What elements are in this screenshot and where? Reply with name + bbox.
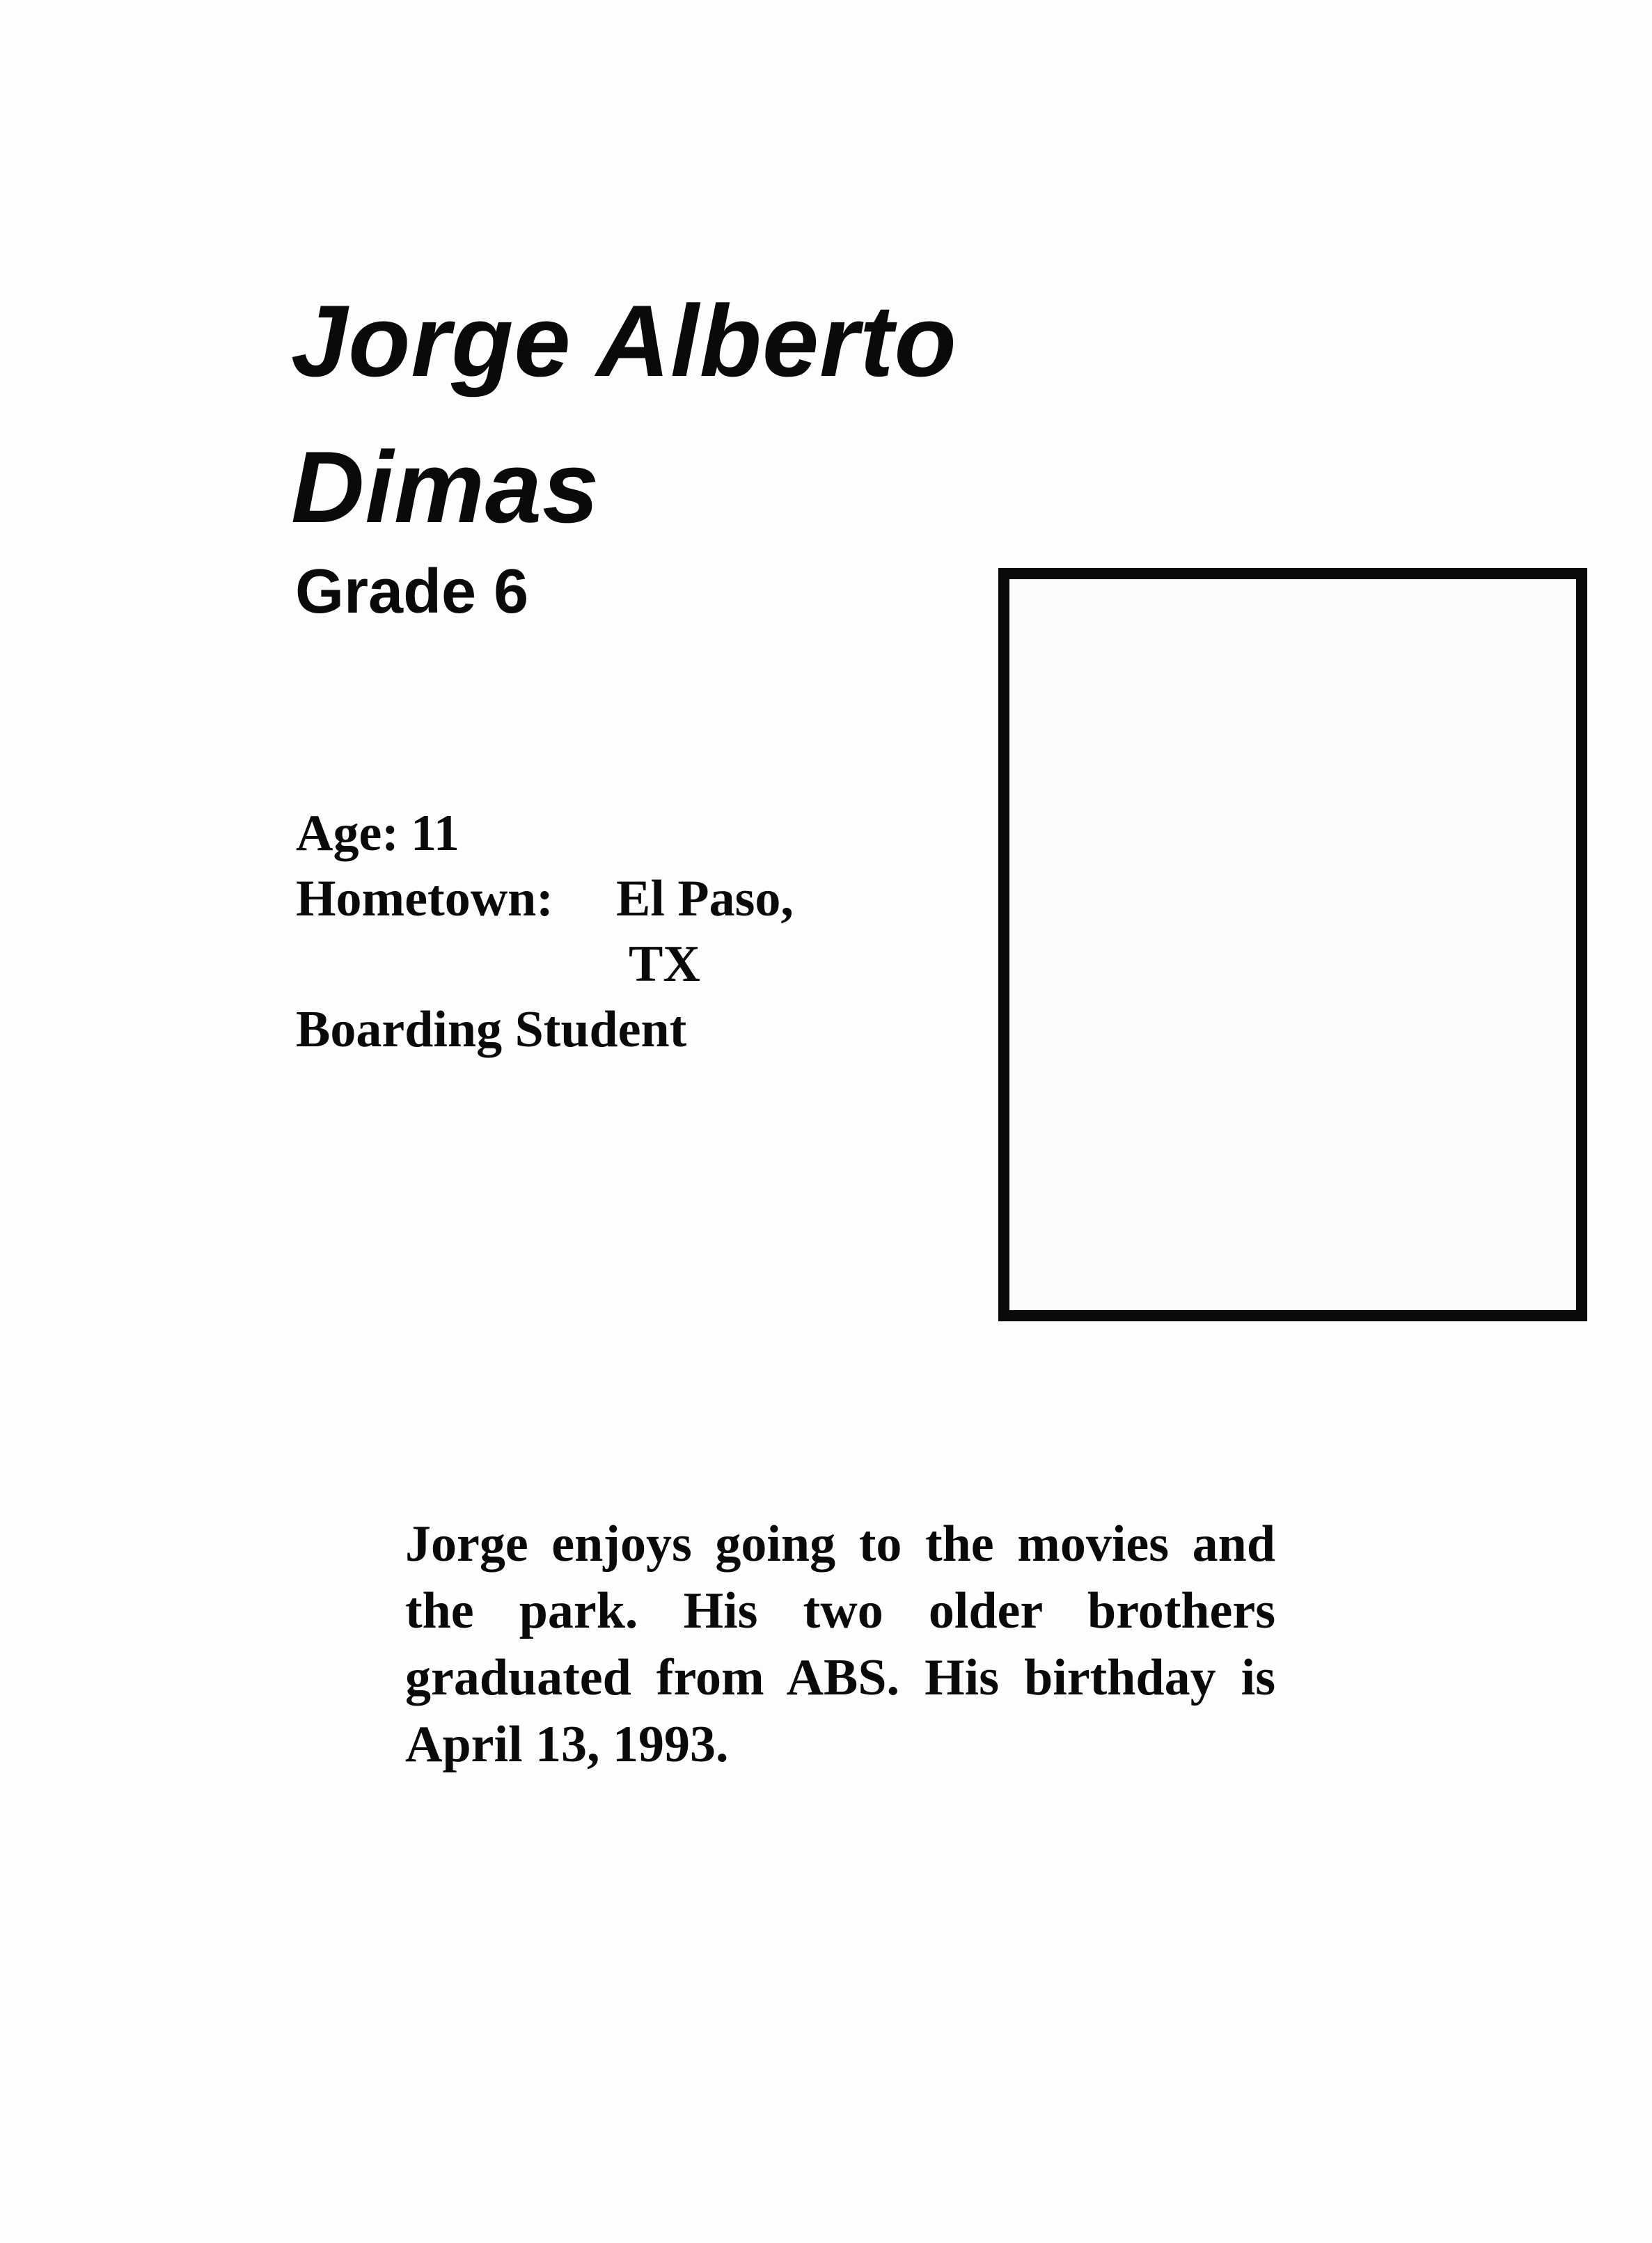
student-status: Boarding Student <box>296 1001 687 1058</box>
age-label: Age: <box>296 805 399 862</box>
name-line-2: Dimas <box>291 430 600 544</box>
name-line-1: Jorge Alberto <box>291 284 957 398</box>
photo-frame <box>998 568 1587 1321</box>
student-info <box>296 801 922 1062</box>
student-name <box>291 268 1266 560</box>
status-row <box>296 997 922 1062</box>
age-row <box>296 801 922 866</box>
hometown-city: El Paso, <box>616 870 794 927</box>
hometown-state-row <box>296 931 922 997</box>
hometown-label: Hometown: <box>296 870 553 927</box>
grade-label: Grade 6 <box>295 557 529 627</box>
hometown-row <box>296 866 922 931</box>
age-value: 11 <box>411 805 459 862</box>
student-bio: Jorge enjoys going to the movies and the park. His two older brothers graduated from ABS. His birthday is April 13, 1993. <box>405 1516 1275 1773</box>
hometown-state: TX <box>629 936 700 993</box>
